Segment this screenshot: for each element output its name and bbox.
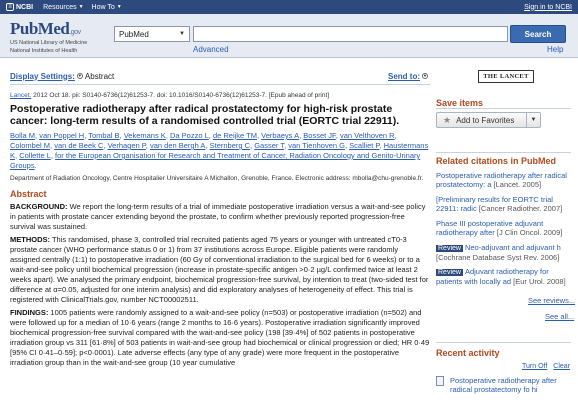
chevron-down-icon: ▼ [179,31,185,37]
author-link[interactable]: Haustermans K [10,141,429,160]
star-icon: ★ [443,114,452,125]
divider [436,108,571,109]
search-input[interactable] [193,26,508,42]
send-to-link[interactable]: Send to: [388,71,420,81]
how-to-menu[interactable]: How To ▼ [91,3,122,11]
author-link[interactable]: for the European Organisation for Research and Treatment of Cancer, Radiation Oncology and Genito-Urinary Groups [10,151,421,170]
recent-activity-controls [522,363,570,370]
abstract-methods: METHODS: This randomised, phase 3, controlled trial recruited patients aged 75 years or younger with untreated cT0-3 prostate cancer (WHO performance status 0 or 1) from 37 institutions across Europe. Eligible patients were randomly assigned centrally (1:1) to postoperative irradiation (60 Gy of conventional irradiation to the surgical bed for 6 weeks) or to a wait-and-see policy until biochemical progression (increase in prostate-specific antigen >0·2 µg/L confirmed twice at least 2 weeks apart). We analysed the primary endpoint, biochemical progression-free survival, by intention to treat (two-sided test for difference at α=0.05, adjusted for one interim analysis) and did exploratory analyses of heterogeneity of effect. This trial is registered with ClinicalTrials.gov, number NCT00002511. [10,235,429,304]
ncbi-top-bar [0,0,578,14]
document-icon [436,376,444,386]
author-link[interactable]: Vekemans K [123,131,166,140]
related-citation[interactable]: Review Neo-adjuvant and adjuvant h [Cochrane Database Syst Rev. 2006] [436,243,561,262]
advanced-search-link[interactable]: Advanced [193,45,229,54]
article-title: Postoperative radiotherapy after radical prostatectomy for high-risk prostate cancer: long-term results of a randomised controlled trial (EORTC trial 22911). [10,103,400,127]
author-link[interactable]: Sternberg C [209,141,251,150]
ncbi-logo-icon: ≡ [6,3,14,11]
review-badge: Review [438,245,461,252]
see-all-link[interactable]: See all... [545,312,575,321]
help-link[interactable]: Help [547,45,564,54]
display-settings-row [10,70,430,82]
nih-subtitle: National Institutes of Health [10,47,78,54]
database-select[interactable]: PubMed ▼ [114,26,190,42]
chevron-down-icon[interactable]: ▼ [423,73,427,78]
author-link[interactable]: Verbaeys A [261,131,300,140]
journal-link[interactable]: Lancet. [10,92,32,99]
abstract-heading: Abstract [10,189,47,199]
related-citation[interactable]: Review Adjuvant radiotherapy for patients with locally ad [Eur Urol. 2008] [436,267,566,286]
citation: Lancet. 2012 Oct 18. pii: S0140-6736(12)61253-7. doi: 10.1016/S0140-6736(12)61253-7. [Epub ahead of print] [10,92,330,99]
divider [10,84,430,85]
divider [436,342,571,343]
article [10,92,430,368]
recent-activity-item[interactable]: Postoperative radiotherapy after radical prostatectomy fo hi [436,376,572,394]
author-link[interactable]: Collette L [19,151,51,160]
chevron-down-icon[interactable]: ▼ [77,73,82,78]
chevron-down-icon: ▼ [116,4,122,10]
author-link[interactable]: Da Pozzo L [169,131,209,140]
affiliation: Department of Radiation Oncology, Centre Hospitalier Universitaire A Michallon, Grenoble, France. Electronic address: mbolla@chu-grenoble.fr. [10,175,424,182]
nlm-subtitle: US National Library of Medicine [10,40,88,46]
related-citation[interactable]: Phase III postoperative adjuvant radiotherapy after [J Clin Oncol. 2009] [436,219,563,237]
chevron-down-icon: ▼ [78,4,84,10]
divider [436,152,571,153]
author-link[interactable]: van den Bergh A [149,141,206,150]
chevron-down-icon[interactable]: ▼ [526,113,540,127]
save-items-heading: Save items [436,98,484,108]
related-citation[interactable]: Postoperative radiotherapy after radical prostatectomy: a [Lancet. 2005] [436,171,567,189]
related-citation[interactable]: [Preliminary results for EORTC trial 22911: radic [Cancer Radiother. 2007] [436,195,563,213]
author-link[interactable]: de Reijke TM [212,131,257,140]
author-link[interactable]: Scalliet P [349,141,380,150]
author-link[interactable]: van Poppel H [39,131,85,140]
recent-activity-heading: Recent activity [436,348,500,358]
abstract-background: BACKGROUND: We report the long-term results of a trial of immediate postoperative irradiation versus a wait-and-see policy in patients with prostate cancer extending beyond the prostate, to confirm whether previously reported progression-free survival was sustained. [10,202,426,231]
author-link[interactable]: van de Beek C [54,141,104,150]
author-link[interactable]: Bolla M [10,131,36,140]
search-header [0,14,578,58]
journal-logo[interactable]: THE LANCET [478,70,534,83]
review-badge: Review [438,269,461,276]
author-list: Bolla M, van Poppel H, Tombal B, Vekemans K, Da Pozzo L, de Reijke TM, Verbaeys A, Bosset JF, van Velthoven R, Colombel M, van de Beek C, Verhagen P, van den Bergh A, Sternberg C, Gasser T, van Tienhoven G, Scalliet P, Haustermans K, Collette L, for the European Organisation for Research and Treatment of Cancer, Radiation Oncology and Genito-Urinary Groups. [10,131,429,170]
clear-link[interactable]: Clear [553,363,571,370]
pubmed-logo[interactable]: PubMed.gov US National Library of Medicine National Institutes of Health [10,19,88,54]
search-button[interactable]: Search [510,25,566,43]
display-settings-link[interactable]: Display Settings: [10,71,75,81]
author-link[interactable]: Colombel M [10,141,51,150]
author-link[interactable]: van Velthoven R [339,131,395,140]
author-link[interactable]: Verhagen P [107,141,146,150]
ncbi-logo[interactable]: ≡ NCBI [6,3,33,11]
author-link[interactable]: Tombal B [88,131,120,140]
author-link[interactable]: van Tienhoven G [288,141,345,150]
display-format: Abstract [84,71,115,81]
add-to-favorites-button[interactable]: ★ Add to Favorites ▼ [436,112,541,128]
resources-menu[interactable]: Resources ▼ [43,3,84,11]
sign-in-link[interactable]: Sign in to NCBI [524,3,572,11]
related-citations-heading: Related citations in PubMed [436,156,557,166]
see-reviews-link[interactable]: See reviews... [528,296,576,305]
abstract-findings: FINDINGS: 1005 patients were randomly assigned to a wait-and-see policy (n=503) or postoperative irradiation (n=502) and were followed up for a median of 10·6 years (range 2 months to 16·6 years). Postoperative irradiation significantly improved biochemical progression-free survival compared with the wait-and-see policy (198 [39·4%] of 502 patients in postoperative irradiation group vs 311 [61·8%] of 503 patients in wait-and-see group had biochemical or clinical progression or died; HR 0·49 [95% CI 0·41–0·59]; p<0·0001). Late adverse effects (any type of any grade) were more frequent in the postoperative irradiation group than in the wait-and-see group (10 year cumulative [10,308,430,367]
turn-off-link[interactable]: Turn Off [522,363,548,370]
author-link[interactable]: Bosset JF [303,131,336,140]
author-link[interactable]: Gasser T [254,141,285,150]
